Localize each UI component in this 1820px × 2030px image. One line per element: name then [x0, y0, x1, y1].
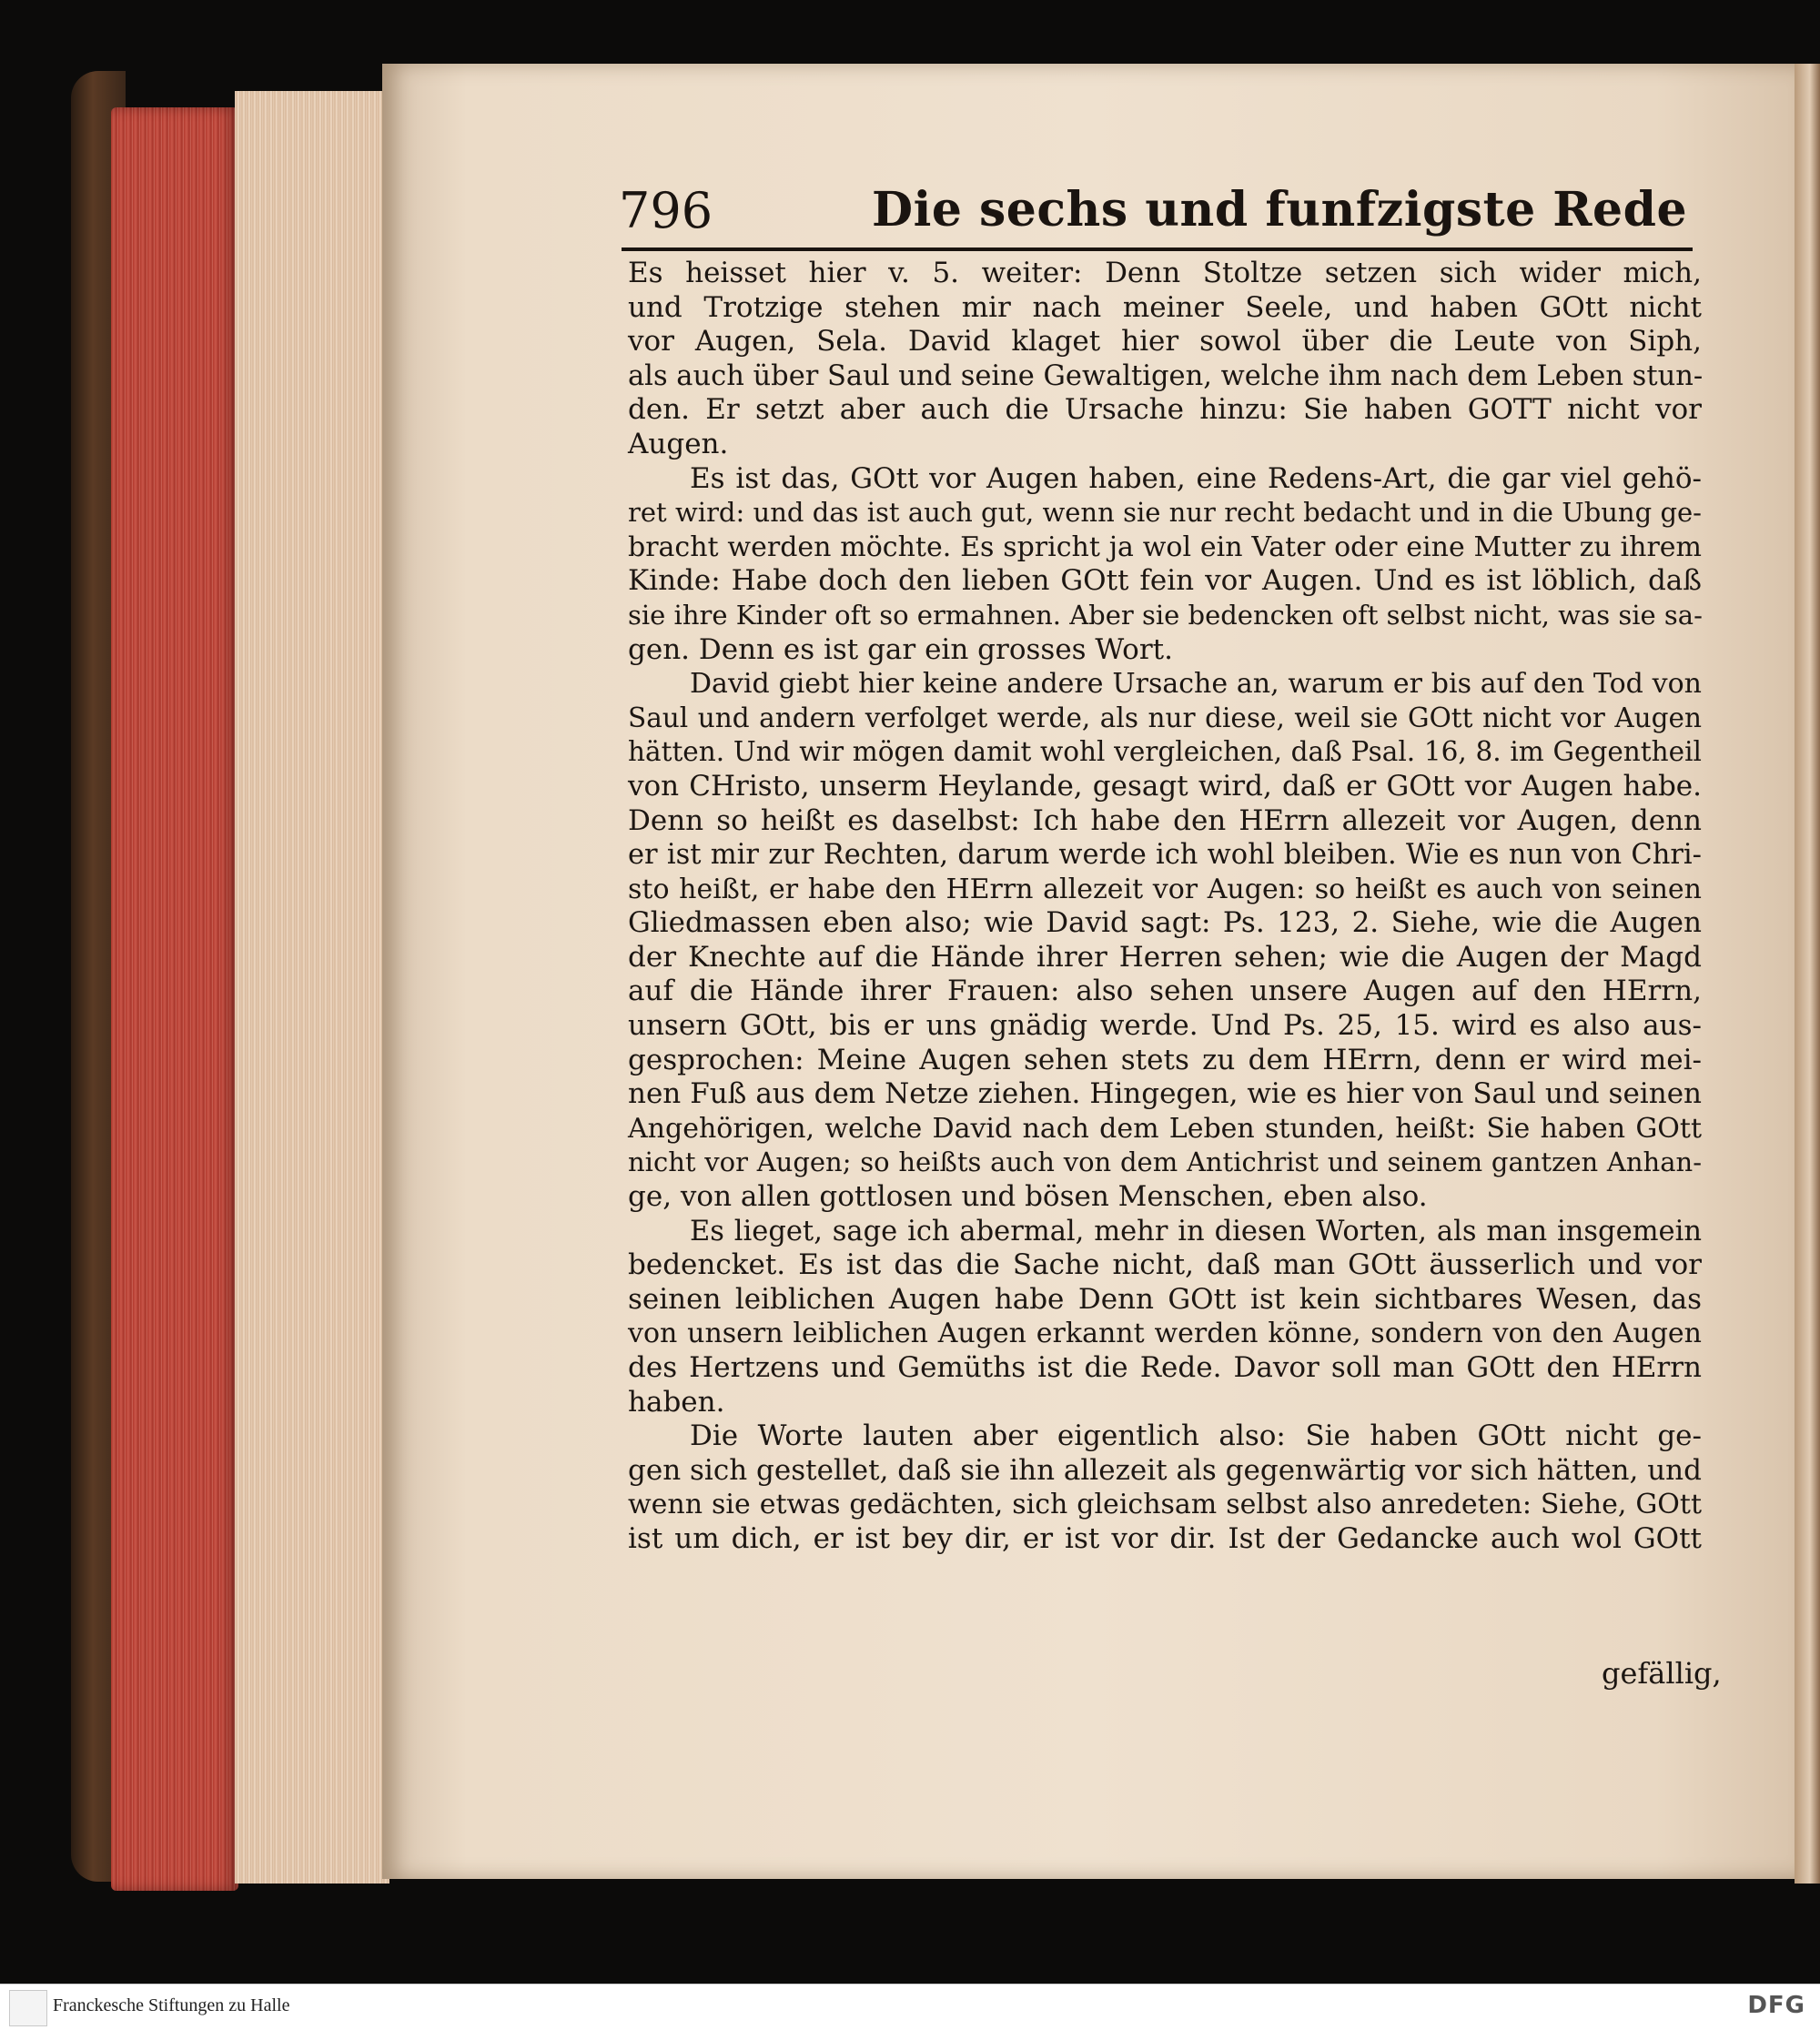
text-line: gen sich gestellet, daß sie ihn allezeit als gegenwärtig vor sich hätten, und	[628, 1453, 1702, 1487]
text-line: Es heisset hier v. 5. weiter: Denn Stoltze setzen sich wider mich,	[628, 257, 1702, 289]
text-line: Es ist das, GOtt vor Augen haben, eine Redens-Art, die gar viel gehö-	[690, 461, 1702, 495]
dfg-logo: DFG	[1747, 1992, 1805, 2019]
text-line: von unsern leiblichen Augen erkannt werden könne, sondern von den Augen	[628, 1318, 1702, 1350]
page-stack	[235, 91, 389, 1884]
text-line: den. Er setzt aber auch die Ursache hinzu: Sie haben GOTT nicht vor	[628, 393, 1702, 427]
header-rule	[622, 247, 1693, 251]
text-line: auf die Hände ihrer Frauen: also sehen unsere Augen auf den HErrn,	[628, 975, 1702, 1008]
text-line: ge, von allen gottlosen und bösen Menschen, eben also.	[628, 1180, 1428, 1214]
text-line: von CHristo, unserm Heylande, gesagt wird, daß er GOtt vor Augen habe.	[628, 769, 1702, 803]
text-line: als auch über Saul und seine Gewaltigen, welche ihm nach dem Leben stun-	[628, 359, 1704, 392]
institution-name: Franckesche Stiftungen zu Halle	[53, 1995, 290, 2015]
text-line: unsern GOtt, bis er uns gnädig werde. Und Ps. 25, 15. wird es also aus-	[628, 1009, 1702, 1043]
facing-page-edge	[1795, 64, 1820, 1884]
text-line: Es lieget, sage ich abermal, mehr in diesen Worten, als man insgemein	[690, 1215, 1702, 1247]
text-line: er ist mir zur Rechten, darum werde ich wohl bleiben. Wie es nun von Chri-	[628, 839, 1702, 872]
text-line: sie ihre Kinder oft so ermahnen. Aber sie bedencken oft selbst nicht, was sie sa-	[628, 599, 1703, 631]
text-line: Gliedmassen eben also; wie David sagt: Ps. 123, 2. Siehe, wie die Augen	[628, 906, 1702, 940]
text-line: gesprochen: Meine Augen sehen stets zu dem HErrn, denn er wird mei-	[628, 1043, 1702, 1076]
page-edge-red	[111, 107, 238, 1891]
text-line: ist um dich, er ist bey dir, er ist vor dir. Ist der Gedancke auch wol GOtt	[628, 1521, 1702, 1555]
page-number: 796	[619, 182, 713, 239]
text-line: ret wird: und das ist auch gut, wenn sie nur recht bedacht und in die Ubung ge-	[628, 497, 1702, 529]
text-line: und Trotzige stehen mir nach meiner Seele, und haben GOtt nicht	[628, 290, 1702, 324]
text-line: Angehörigen, welche David nach dem Leben stunden, heißt: Sie haben GOtt	[628, 1112, 1702, 1145]
text-line: hätten. Und wir mögen damit wohl vergleichen, daß Psal. 16, 8. im Gegentheil	[628, 736, 1702, 768]
body-text	[628, 257, 1702, 1557]
institution-logo	[9, 1990, 47, 2026]
text-line: gen. Denn es ist gar ein grosses Wort.	[628, 632, 1173, 666]
text-line: bedencket. Es ist das die Sache nicht, daß man GOtt äusserlich und vor	[628, 1248, 1702, 1282]
text-line: Die Worte lauten aber eigentlich also: Sie haben GOtt nicht ge-	[690, 1419, 1702, 1453]
text-line: bracht werden möchte. Es spricht ja wol ein Vater oder eine Mutter zu ihrem	[628, 530, 1702, 563]
text-line: der Knechte auf die Hände ihrer Herren sehen; wie die Augen der Magd	[628, 940, 1702, 974]
text-line: Saul und andern verfolget werde, als nur diese, weil sie GOtt nicht vor Augen	[628, 702, 1702, 733]
running-head: Die sechs und funfzigste Rede	[872, 182, 1688, 237]
catchword: gefällig,	[1602, 1656, 1722, 1691]
text-line: nicht vor Augen; so heißts auch von dem Antichrist und seinem gantzen Anhan-	[628, 1146, 1702, 1178]
text-line: des Hertzens und Gemüths ist die Rede. Davor soll man GOtt den HErrn	[628, 1351, 1702, 1384]
text-line: seinen leiblichen Augen habe Denn GOtt ist kein sichtbares Wesen, das	[628, 1282, 1702, 1316]
text-line: Augen.	[628, 427, 729, 460]
text-line: wenn sie etwas gedächten, sich gleichsam selbst also anredeten: Siehe, GOtt	[628, 1489, 1702, 1521]
text-line: Denn so heißt es daselbst: Ich habe den HErrn allezeit vor Augen, denn	[628, 803, 1702, 837]
viewer-footer	[0, 1984, 1820, 2030]
text-line: vor Augen, Sela. David klaget hier sowol über die Leute von Siph,	[628, 325, 1702, 359]
text-line: David giebt hier keine andere Ursache an, warum er bis auf den Tod von	[690, 668, 1702, 701]
text-line: Kinde: Habe doch den lieben GOtt fein vor Augen. Und es ist löblich, daß	[628, 564, 1702, 598]
text-line: nen Fuß aus dem Netze ziehen. Hingegen, wie es hier von Saul und seinen	[628, 1077, 1702, 1111]
text-line: sto heißt, er habe den HErrn allezeit vor Augen: so heißt es auch von seinen	[628, 873, 1702, 905]
text-line: haben.	[628, 1385, 725, 1419]
